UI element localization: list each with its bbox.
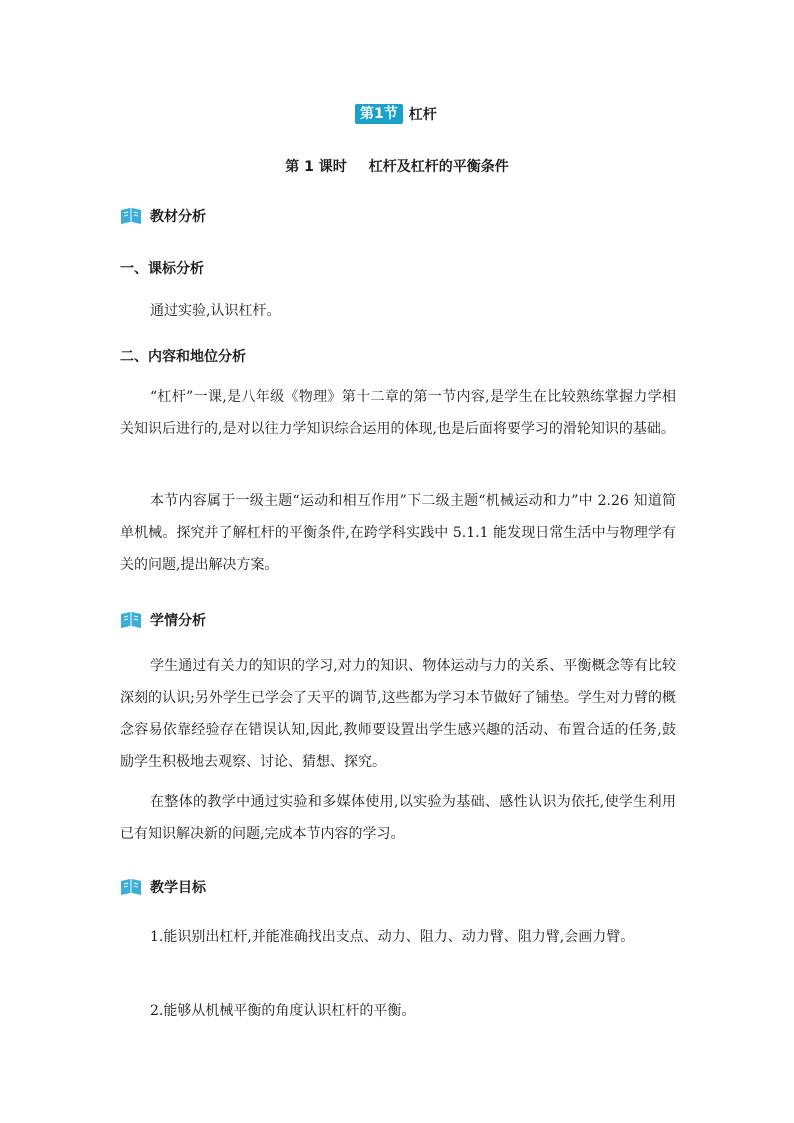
block-title: 教材分析 bbox=[150, 209, 206, 225]
book-icon bbox=[120, 207, 142, 225]
block-title: 教学目标 bbox=[150, 880, 206, 896]
paragraph: 在整体的教学中通过实验和多媒体使用,以实验为基础、感性认识为依托,使学生利用已有知识解决新的问题,完成本节内容的学习。 bbox=[120, 794, 676, 842]
book-icon bbox=[120, 611, 142, 629]
lesson-number: 第 1 课时 bbox=[285, 159, 347, 175]
book-icon bbox=[120, 878, 142, 896]
subheading-curriculum: 一、课标分析 bbox=[120, 261, 204, 277]
lesson-name: 杠杆及杠杆的平衡条件 bbox=[368, 159, 509, 175]
subheading-content: 二、内容和地位分析 bbox=[120, 349, 246, 365]
block-header-teaching-goals bbox=[120, 877, 206, 897]
paragraph: 通过实验,认识杠杆。 bbox=[150, 303, 281, 319]
paragraph: 本节内容属于一级主题“运动和相互作用”下二级主题“机械运动和力”中 2.26 知道简单机械。探究并了解杠杆的平衡条件,在跨学科实践中 5.1.1 能发现日常生活中与物理学有关的问题,提出解决方案。 bbox=[120, 493, 676, 573]
goal-item: 1.能识别出杠杆,并能准确找出支点、动力、阻力、动力臂、阻力臂,会画力臂。 bbox=[150, 929, 635, 945]
block-header-textbook-analysis bbox=[120, 206, 206, 226]
paragraph: “杠杆”一课,是八年级《物理》第十二章的第一节内容,是学生在比较熟练掌握力学相关知识后进行的,是对以往力学知识综合运用的体现,也是后面将要学习的滑轮知识的基础。 bbox=[120, 389, 676, 437]
block-header-student-analysis bbox=[120, 610, 206, 630]
lesson-title bbox=[0, 156, 794, 176]
block-title: 学情分析 bbox=[150, 613, 206, 629]
goal-item: 2.能够从机械平衡的角度认识杠杆的平衡。 bbox=[150, 1003, 416, 1019]
section-title: 杠杆 bbox=[408, 107, 437, 123]
paragraph: 学生通过有关力的知识的学习,对力的知识、物体运动与力的关系、平衡概念等有比较深刻的认识;另外学生已学会了天平的调节,这些都为学习本节做好了铺垫。学生对力臂的概念容易依靠经验存在错误认知,因此,教师要设置出学生感兴趣的活动、布置合适的任务,鼓励学生积极地去观察、讨论、猜想、探究。 bbox=[120, 658, 676, 770]
section-header bbox=[355, 104, 437, 124]
section-badge: 第1节 bbox=[355, 104, 403, 124]
